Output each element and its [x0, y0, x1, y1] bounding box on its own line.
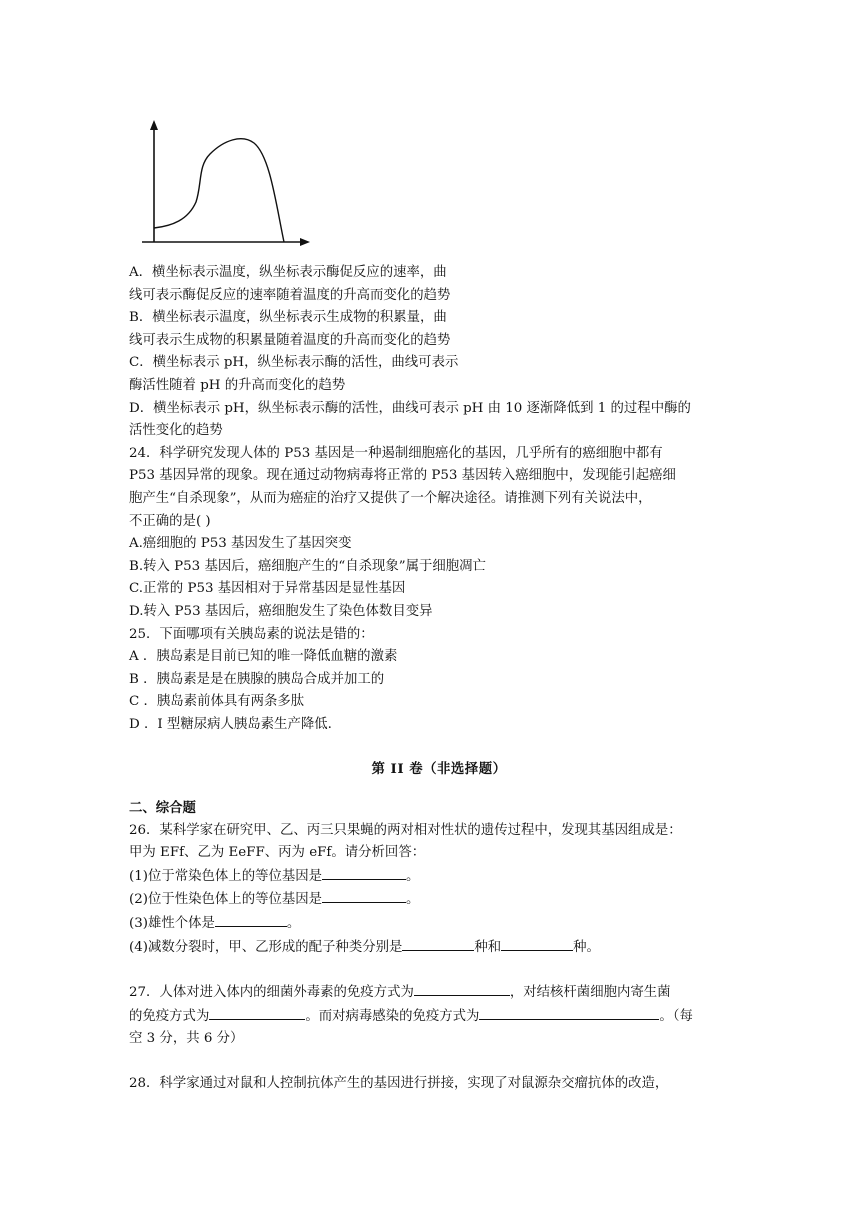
- q24-stem-line: 胞产生“自杀现象”，从而为癌症的治疗又提供了一个解决途径。请推测下列有关说法中，: [129, 490, 652, 506]
- answer-blank[interactable]: [414, 981, 510, 996]
- curve-graph: [138, 114, 318, 254]
- q26-stem-line: 26．某科学家在研究甲、乙、丙三只果蝇的两对相对性状的遗传过程中，发现其基因组成是：: [129, 822, 682, 838]
- q24-option: A.癌细胞的 P53 基因发生了基因突变: [129, 536, 352, 552]
- q23-option-line: B．横坐标表示温度，纵坐标表示生成物的积累量，曲: [129, 310, 447, 326]
- q24-option: B.转入 P53 基因后，癌细胞产生的“自杀现象”属于细胞凋亡: [129, 558, 486, 574]
- question-text: [129, 262, 749, 1096]
- answer-blank[interactable]: [402, 936, 474, 951]
- q26-sub-2: [129, 888, 749, 912]
- q24-stem-line: 不正确的是( ): [129, 513, 211, 529]
- question-24: [129, 443, 749, 624]
- q24-option: D.转入 P53 基因后，癌细胞发生了染色体数目变异: [129, 603, 433, 619]
- q25-option: B ．胰岛素是是在胰腺的胰岛合成并加工的: [129, 671, 385, 687]
- q27-text: 。（每: [659, 1008, 693, 1024]
- answer-blank[interactable]: [479, 1005, 659, 1020]
- question-25: [129, 624, 749, 737]
- q26-sub-1: [129, 865, 749, 889]
- q26-stem-line: 甲为 EFf、乙为 EeFF、丙为 eFf。请分析回答：: [129, 845, 426, 861]
- question-26: [129, 820, 749, 960]
- q27-text: 27．人体对进入体内的细菌外毒素的免疫方式为: [129, 985, 414, 1001]
- answer-blank[interactable]: [322, 888, 406, 903]
- q24-stem-line: 24．科学研究发现人体的 P53 基因是一种遏制细胞癌化的基因，几乎所有的癌细胞中都有: [129, 445, 663, 461]
- q28-stem: 28．科学家通过对鼠和人控制抗体产生的基因进行拼接，实现了对鼠源杂交瘤抗体的改造，: [129, 1076, 669, 1091]
- end-mark: 。: [406, 892, 420, 908]
- y-axis-arrow: [150, 120, 158, 130]
- q23-option-line: C．横坐标表示 pH，纵坐标表示酶的活性，曲线可表示: [129, 355, 459, 371]
- q27-text: ，对结核杆菌细胞内寄生菌: [509, 985, 671, 1001]
- q26-sub-4-end: 种。: [573, 939, 600, 955]
- q23-options: [129, 262, 749, 443]
- x-axis-arrow: [300, 238, 310, 246]
- q26-sub-1-text: (1)位于常染色体上的等位基因是: [129, 868, 323, 884]
- q23-option-line: 线可表示生成物的积累量随着温度的升高而变化的趋势: [129, 332, 451, 348]
- end-mark: 。: [406, 868, 420, 884]
- q23-option-line: 活性变化的趋势: [129, 423, 223, 439]
- q26-sub-2-text: (2)位于性染色体上的等位基因是: [129, 892, 323, 908]
- section-heading: 二、综合题: [129, 800, 196, 817]
- q27-line-2: [129, 1005, 749, 1029]
- answer-blank[interactable]: [501, 936, 573, 951]
- q26-sub-3: [129, 912, 749, 936]
- question-27: [129, 981, 749, 1051]
- part2-title: 第 II 卷（非选择题）: [371, 761, 507, 778]
- q26-sub-4-text: (4)减数分裂时，甲、乙形成的配子种类分别是: [129, 939, 403, 955]
- answer-blank[interactable]: [322, 865, 406, 880]
- activity-curve: [154, 139, 284, 242]
- answer-blank[interactable]: [215, 912, 287, 927]
- q25-option: A ．胰岛素是目前已知的唯一降低血糖的激素: [129, 649, 398, 665]
- q27-line-1: [129, 981, 749, 1005]
- q25-option: D ．I 型糖尿病人胰岛素生产降低.: [129, 716, 332, 732]
- q26-sub-3-text: (3)雄性个体是: [129, 916, 215, 932]
- end-mark: 。: [286, 916, 301, 932]
- q25-option: C ．胰岛素前体具有两条多肽: [129, 694, 305, 710]
- q27-line-3: 空 3 分，共 6 分）: [129, 1031, 244, 1047]
- q26-sub-4-mid: 种和: [474, 939, 502, 955]
- q23-option-line: 线可表示酶促反应的速率随着温度的升高而变化的趋势: [129, 287, 451, 303]
- q26-sub-4: [129, 936, 749, 960]
- q23-option-line: 酶活性随着 pH 的升高而变化的趋势: [129, 377, 346, 393]
- q25-stem: 25．下面哪项有关胰岛素的说法是错的：: [129, 626, 374, 642]
- q23-option-line: D．横坐标表示 pH，纵坐标表示酶的活性，曲线可表示 pH 由 10 逐渐降低到 1 的过程中酶的: [129, 400, 691, 416]
- q23-option-line: A．横坐标表示温度，纵坐标表示酶促反应的速率，曲: [129, 265, 447, 280]
- q27-text: 的免疫方式为: [129, 1008, 210, 1024]
- answer-blank[interactable]: [209, 1005, 305, 1020]
- q24-stem-line: P53 基因异常的现象。现在通过动物病毒将正常的 P53 基因转入癌细胞中，发现能引起癌细: [129, 468, 676, 484]
- q27-text: 。而对病毒感染的免疫方式为: [305, 1008, 480, 1024]
- q24-option: C.正常的 P53 基因相对于异常基因是显性基因: [129, 581, 406, 597]
